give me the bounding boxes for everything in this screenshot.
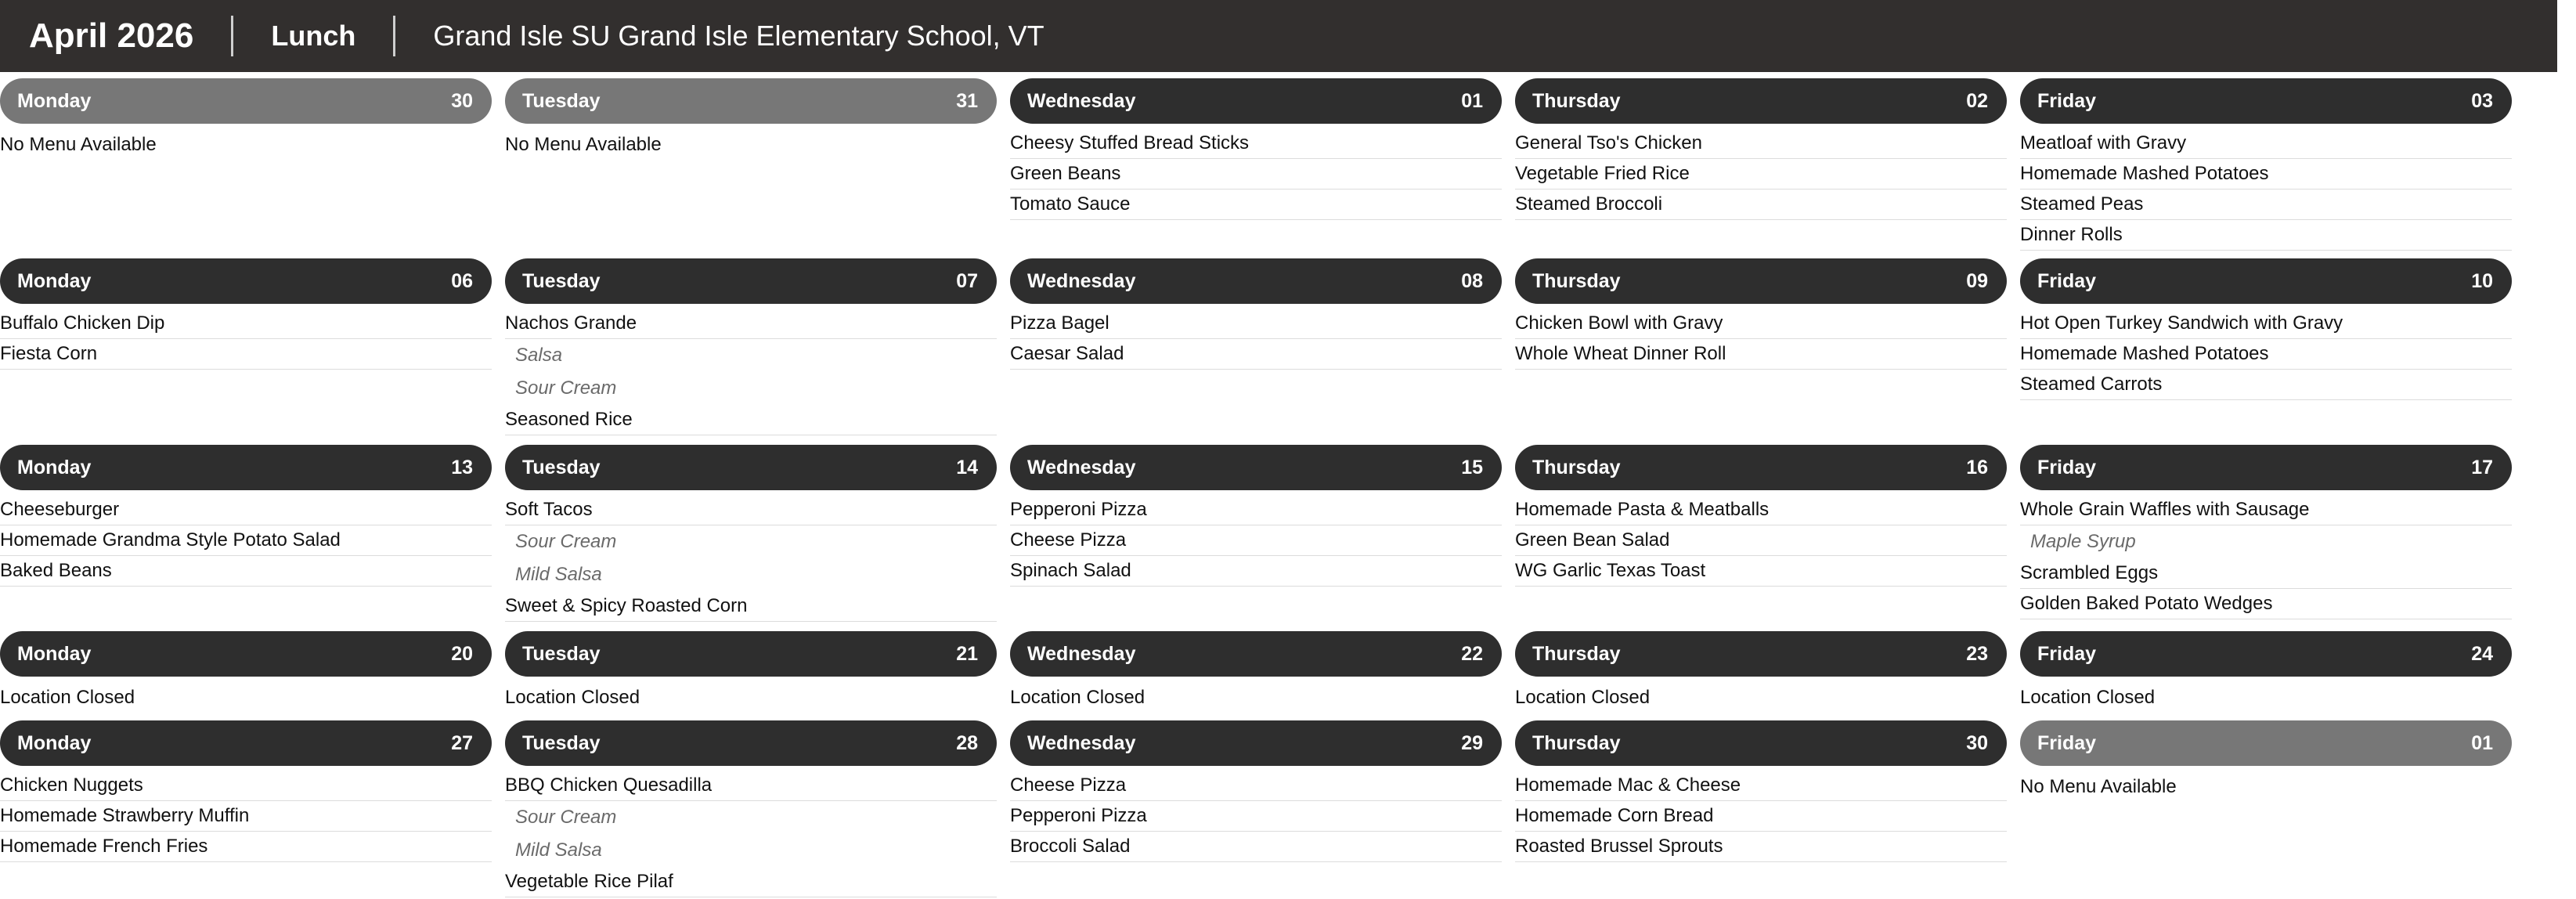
menu-item[interactable]: Vegetable Rice Pilaf	[505, 867, 997, 897]
menu-item-option[interactable]: Sour Cream	[515, 531, 617, 552]
menu-item-list	[505, 128, 997, 161]
day-cell-thursday	[1515, 631, 2007, 714]
day-header	[0, 258, 492, 304]
menu-item-option[interactable]: Mild Salsa	[515, 564, 602, 585]
menu-item-list	[0, 681, 492, 714]
menu-item[interactable]: Homemade Pasta & Meatballs	[1515, 495, 2007, 525]
day-date: 28	[956, 731, 978, 754]
menu-item[interactable]: Seasoned Rice	[505, 405, 997, 435]
calendar-header	[0, 0, 2557, 72]
day-date: 09	[1966, 269, 1988, 292]
day-date: 17	[2471, 456, 2493, 478]
day-cell-wednesday	[1010, 445, 1502, 587]
day-cell-wednesday	[1010, 258, 1502, 370]
day-date: 02	[1966, 89, 1988, 112]
menu-item[interactable]: BBQ Chicken Quesadilla	[505, 771, 997, 801]
menu-item[interactable]: Pizza Bagel	[1010, 309, 1502, 339]
day-header	[2020, 631, 2512, 677]
day-cell-friday	[2020, 720, 2512, 803]
menu-item[interactable]: Whole Wheat Dinner Roll	[1515, 339, 2007, 370]
menu-status-text: No Menu Available	[2020, 776, 2177, 797]
menu-item-list	[2020, 128, 2512, 251]
day-cell-monday	[0, 631, 492, 714]
menu-item-list	[0, 495, 492, 587]
menu-item[interactable]: Homemade Mashed Potatoes	[2020, 339, 2512, 370]
day-name: Thursday	[1532, 89, 1621, 112]
day-cell-monday	[0, 78, 492, 161]
day-cell-friday	[2020, 631, 2512, 714]
menu-item-list	[1010, 309, 1502, 370]
menu-item[interactable]: Sweet & Spicy Roasted Corn	[505, 591, 997, 622]
menu-status-text: Location Closed	[1515, 687, 1651, 708]
day-date: 24	[2471, 642, 2493, 665]
day-cell-friday	[2020, 445, 2512, 619]
menu-status-text: Location Closed	[505, 687, 640, 708]
day-name: Wednesday	[1027, 642, 1136, 665]
day-header	[505, 720, 997, 766]
day-cell-wednesday	[1010, 631, 1502, 714]
menu-item[interactable]: Homemade French Fries	[0, 832, 492, 862]
day-date: 23	[1966, 642, 1988, 665]
menu-item-list	[1515, 495, 2007, 587]
menu-item[interactable]: Golden Baked Potato Wedges	[2020, 589, 2512, 619]
day-name: Tuesday	[522, 269, 601, 292]
day-date: 08	[1461, 269, 1483, 292]
menu-item-list	[0, 771, 492, 862]
day-name: Friday	[2037, 89, 2097, 112]
day-date: 22	[1461, 642, 1483, 665]
menu-item[interactable]: Green Beans	[1010, 159, 1502, 190]
menu-item-list	[1010, 771, 1502, 862]
menu-item[interactable]: Pepperoni Pizza	[1010, 495, 1502, 525]
day-date: 06	[451, 269, 473, 292]
menu-item-option[interactable]: Salsa	[515, 345, 563, 366]
menu-item[interactable]: Broccoli Salad	[1010, 832, 1502, 862]
day-header	[1010, 258, 1502, 304]
menu-item[interactable]: Whole Grain Waffles with Sausage	[2020, 495, 2512, 525]
day-cell-thursday	[1515, 445, 2007, 587]
menu-item-list	[1010, 128, 1502, 220]
day-cell-tuesday	[505, 445, 997, 622]
menu-item-list	[505, 681, 997, 714]
day-cell-tuesday	[505, 720, 997, 897]
day-cell-tuesday	[505, 631, 997, 714]
menu-item[interactable]: Vegetable Fried Rice	[1515, 159, 2007, 190]
day-header	[0, 631, 492, 677]
day-name: Thursday	[1532, 642, 1621, 665]
menu-status-text: No Menu Available	[505, 134, 662, 155]
menu-item-list	[505, 771, 997, 897]
month-title: April 2026	[29, 16, 194, 55]
menu-item-option[interactable]: Maple Syrup	[2030, 531, 2136, 552]
day-name: Tuesday	[522, 456, 601, 478]
day-name: Tuesday	[522, 89, 601, 112]
day-header	[0, 445, 492, 490]
day-header	[505, 631, 997, 677]
day-cell-thursday	[1515, 78, 2007, 220]
school-name[interactable]: Grand Isle SU Grand Isle Elementary School, VT	[433, 20, 1044, 52]
menu-item[interactable]: Soft Tacos	[505, 495, 997, 525]
menu-item[interactable]: Chicken Nuggets	[0, 771, 492, 801]
day-name: Wednesday	[1027, 731, 1136, 754]
day-header	[2020, 720, 2512, 766]
day-name: Monday	[17, 642, 92, 665]
day-name: Monday	[17, 731, 92, 754]
day-date: 01	[2471, 731, 2493, 754]
day-date: 30	[451, 89, 473, 112]
menu-item[interactable]: Spinach Salad	[1010, 556, 1502, 587]
menu-item[interactable]: WG Garlic Texas Toast	[1515, 556, 2007, 587]
menu-item[interactable]: Caesar Salad	[1010, 339, 1502, 370]
menu-item[interactable]: Green Bean Salad	[1515, 525, 2007, 556]
day-header	[505, 445, 997, 490]
menu-item[interactable]: General Tso's Chicken	[1515, 128, 2007, 159]
menu-item[interactable]: Tomato Sauce	[1010, 190, 1502, 220]
day-cell-monday	[0, 445, 492, 587]
menu-item[interactable]: Homemade Strawberry Muffin	[0, 801, 492, 832]
day-date: 21	[956, 642, 978, 665]
day-cell-thursday	[1515, 258, 2007, 370]
day-cell-wednesday	[1010, 78, 1502, 220]
day-header	[2020, 258, 2512, 304]
menu-item-option[interactable]: Mild Salsa	[515, 839, 602, 861]
day-date: 30	[1966, 731, 1988, 754]
day-name: Friday	[2037, 269, 2097, 292]
day-header	[0, 720, 492, 766]
menu-item-list	[1010, 681, 1502, 714]
menu-status-text: Location Closed	[0, 687, 135, 708]
menu-item[interactable]: Steamed Carrots	[2020, 370, 2512, 400]
day-name: Wednesday	[1027, 89, 1136, 112]
day-date: 20	[451, 642, 473, 665]
menu-item-list	[1515, 771, 2007, 862]
day-cell-monday	[0, 258, 492, 370]
menu-status-text: Location Closed	[2020, 687, 2156, 708]
menu-item[interactable]: Nachos Grande	[505, 309, 997, 339]
day-cell-tuesday	[505, 78, 997, 161]
menu-item[interactable]: Cheeseburger	[0, 495, 492, 525]
menu-item-option[interactable]: Sour Cream	[515, 377, 617, 399]
menu-item[interactable]: Homemade Mac & Cheese	[1515, 771, 2007, 801]
menu-item[interactable]: Scrambled Eggs	[2020, 558, 2512, 589]
day-header	[1010, 631, 1502, 677]
day-cell-monday	[0, 720, 492, 862]
day-date: 13	[451, 456, 473, 478]
menu-status-text: No Menu Available	[0, 134, 157, 155]
day-header	[1515, 445, 2007, 490]
day-cell-friday	[2020, 78, 2512, 251]
menu-item-list	[1515, 681, 2007, 714]
menu-item[interactable]: Cheesy Stuffed Bread Sticks	[1010, 128, 1502, 159]
day-header	[1010, 78, 1502, 124]
menu-item[interactable]: Baked Beans	[0, 556, 492, 587]
menu-item[interactable]: Homemade Corn Bread	[1515, 801, 2007, 832]
day-name: Wednesday	[1027, 456, 1136, 478]
day-name: Friday	[2037, 456, 2097, 478]
menu-item-list	[505, 495, 997, 622]
menu-item[interactable]: Roasted Brussel Sprouts	[1515, 832, 2007, 862]
day-name: Tuesday	[522, 731, 601, 754]
menu-item[interactable]: Cheese Pizza	[1010, 771, 1502, 801]
menu-item[interactable]: Dinner Rolls	[2020, 220, 2512, 251]
menu-item[interactable]: Homemade Grandma Style Potato Salad	[0, 525, 492, 556]
day-name: Thursday	[1532, 456, 1621, 478]
menu-item-list	[1515, 309, 2007, 370]
menu-status-text: Location Closed	[1010, 687, 1145, 708]
day-date: 31	[956, 89, 978, 112]
day-header	[1515, 258, 2007, 304]
day-header	[1010, 445, 1502, 490]
menu-item[interactable]: Chicken Bowl with Gravy	[1515, 309, 2007, 339]
menu-item-list	[2020, 771, 2512, 803]
menu-item-list	[0, 128, 492, 161]
day-cell-friday	[2020, 258, 2512, 400]
day-header	[1515, 631, 2007, 677]
menu-item[interactable]: Hot Open Turkey Sandwich with Gravy	[2020, 309, 2512, 339]
menu-item-option[interactable]: Sour Cream	[515, 807, 617, 828]
menu-item[interactable]: Homemade Mashed Potatoes	[2020, 159, 2512, 190]
meal-type[interactable]: Lunch	[271, 20, 356, 52]
day-header	[1515, 720, 2007, 766]
menu-item-list	[1010, 495, 1502, 587]
day-date: 07	[956, 269, 978, 292]
day-header	[1010, 720, 1502, 766]
day-name: Monday	[17, 269, 92, 292]
menu-item-list	[2020, 495, 2512, 619]
menu-item-list	[0, 309, 492, 370]
day-cell-tuesday	[505, 258, 997, 435]
menu-item[interactable]: Steamed Peas	[2020, 190, 2512, 220]
day-name: Tuesday	[522, 642, 601, 665]
day-date: 16	[1966, 456, 1988, 478]
menu-item-list	[505, 309, 997, 435]
menu-item-list	[2020, 309, 2512, 400]
menu-item-list	[1515, 128, 2007, 220]
day-name: Monday	[17, 89, 92, 112]
day-name: Friday	[2037, 642, 2097, 665]
day-cell-thursday	[1515, 720, 2007, 862]
menu-item[interactable]: Steamed Broccoli	[1515, 190, 2007, 220]
day-name: Thursday	[1532, 731, 1621, 754]
day-header	[2020, 445, 2512, 490]
day-header	[505, 258, 997, 304]
menu-item[interactable]: Meatloaf with Gravy	[2020, 128, 2512, 159]
day-name: Wednesday	[1027, 269, 1136, 292]
day-header	[0, 78, 492, 124]
day-cell-wednesday	[1010, 720, 1502, 862]
day-header	[2020, 78, 2512, 124]
day-header	[1515, 78, 2007, 124]
day-date: 01	[1461, 89, 1483, 112]
day-date: 03	[2471, 89, 2493, 112]
day-date: 10	[2471, 269, 2493, 292]
day-name: Monday	[17, 456, 92, 478]
menu-item[interactable]: Buffalo Chicken Dip	[0, 309, 492, 339]
day-header	[505, 78, 997, 124]
day-name: Thursday	[1532, 269, 1621, 292]
menu-item[interactable]: Fiesta Corn	[0, 339, 492, 370]
day-date: 14	[956, 456, 978, 478]
menu-item[interactable]: Cheese Pizza	[1010, 525, 1502, 556]
menu-item[interactable]: Pepperoni Pizza	[1010, 801, 1502, 832]
day-date: 15	[1461, 456, 1483, 478]
day-name: Friday	[2037, 731, 2097, 754]
day-date: 29	[1461, 731, 1483, 754]
day-date: 27	[451, 731, 473, 754]
menu-item-list	[2020, 681, 2512, 714]
